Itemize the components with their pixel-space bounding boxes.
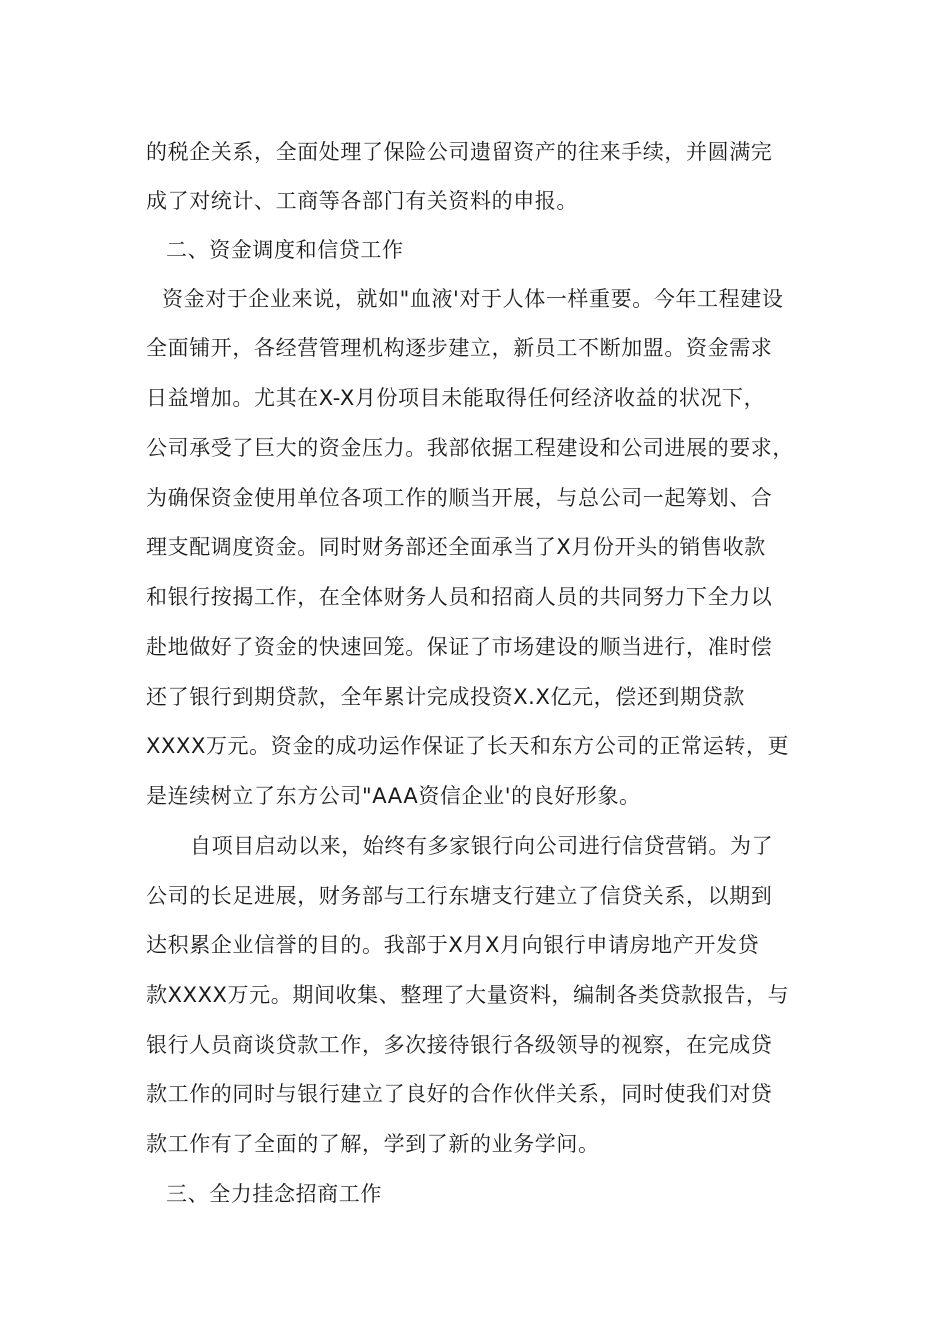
body-text-line: 的税企关系，全面处理了保险公司遗留资产的往来手续，并圆满完: [146, 140, 773, 164]
section-heading: 二、资金调度和信贷工作: [166, 238, 404, 262]
body-text-line: 成了对统计、工商等各部门有关资料的申报。: [146, 189, 578, 213]
body-text-line: 赴地做好了资金的快速回笼。保证了市场建设的顺当进行，准时偿: [146, 635, 773, 659]
body-text-line: 款工作有了全面的了解，学到了新的业务学问。: [146, 1132, 600, 1156]
body-text-line: 款XXXX万元。期间收集、整理了大量资料，编制各类贷款报告，与: [146, 983, 790, 1007]
body-text-line: 公司承受了巨大的资金压力。我部依据工程建设和公司进展的要求，: [146, 436, 794, 460]
body-text-line: 日益增加。尤其在X-X月份项目未能取得任何经济收益的状况下，: [146, 386, 766, 410]
body-text-line: 款工作的同时与银行建立了良好的合作伙伴关系，同时使我们对贷: [146, 1082, 773, 1106]
body-text-line: 银行人员商谈贷款工作，多次接待银行各级领导的视察，在完成贷: [146, 1033, 773, 1057]
body-text-line: 公司的长足进展，财务部与工行东塘支行建立了信贷关系，以期到: [146, 884, 773, 908]
body-text-line: 和银行按揭工作，在全体财务人员和招商人员的共同努力下全力以: [146, 585, 773, 609]
body-text-line: 资金对于企业来说，就如"血液'对于人体一样重要。今年工程建设: [162, 287, 784, 311]
body-text-line: 全面铺开，各经营管理机构逐步建立，新员工不断加盟。资金需求: [146, 336, 773, 360]
body-text-line: 自项目启动以来，始终有多家银行向公司进行信贷营销。为了: [190, 834, 774, 858]
body-text-line: 是连续树立了东方公司"AAA资信企业'的良好形象。: [146, 784, 641, 808]
section-heading: 三、全力挂念招商工作: [166, 1182, 382, 1206]
body-text-line: 还了银行到期贷款，全年累计完成投资X.X亿元，偿还到期贷款: [146, 685, 745, 709]
body-text-line: 理支配调度资金。同时财务部还全面承当了X月份开头的销售收款: [146, 535, 766, 559]
body-text-line: 达积累企业信誉的目的。我部于X月X月向银行申请房地产开发贷: [146, 933, 760, 957]
body-text-line: 为确保资金使用单位各项工作的顺当开展，与总公司一起筹划、合: [146, 486, 773, 510]
body-text-line: XXXX万元。资金的成功运作保证了长天和东方公司的正常运转，更: [146, 734, 790, 758]
